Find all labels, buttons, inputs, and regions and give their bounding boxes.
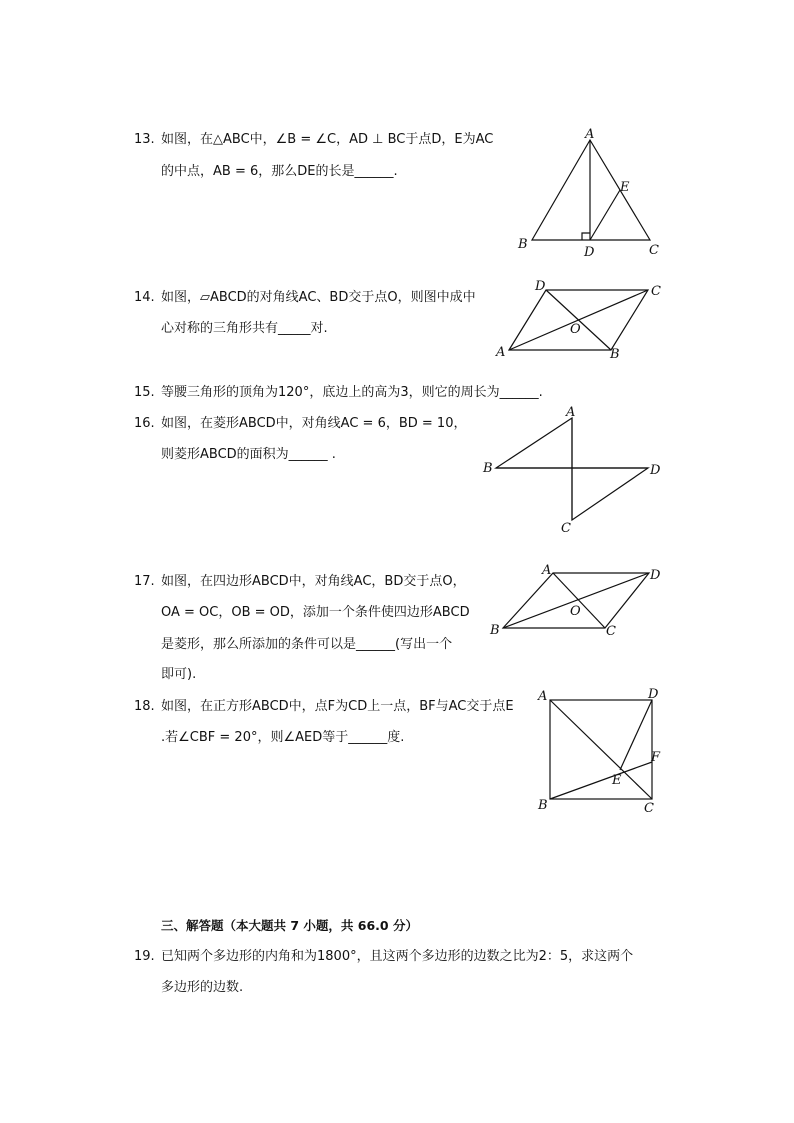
label-b: B [490,623,500,638]
question-text: 如图，在正方形ABCD中，点F为CD上一点，BF与AC交于点E [161,699,514,714]
label-a: A [538,689,548,704]
quadrilateral-figure [486,560,666,645]
segment-de [590,190,620,240]
question-text: .若∠CBF = 20°，则∠AED等于______度. [161,730,405,745]
label-d: D [584,245,595,260]
label-c: C [649,243,659,258]
label-b: B [483,461,493,476]
question-text: 的中点，AB = 6，那么DE的长是______. [161,164,398,179]
label-e: E [620,180,630,195]
label-d: D [650,568,661,583]
label-c: C [606,624,616,639]
segment-de [620,700,652,770]
segment-bf [550,762,652,799]
question-text: 即可). [161,667,197,682]
section-title: 三、解答题（本大题共 7 小题，共 66.0 分） [161,918,418,933]
question-number: 13. [134,132,155,147]
question-text: 如图，在菱形ABCD中，对角线AC = 6，BD = 10， [161,416,467,431]
label-c: C [651,284,661,299]
question-number: 17. [134,574,155,589]
label-b: B [518,237,528,252]
label-a: A [585,127,595,142]
label-c: C [561,521,571,536]
label-a: A [496,345,506,360]
question-text: 如图，▱ABCD的对角线AC、BD交于点O，则图中成中 [161,290,476,305]
label-d: D [535,279,546,294]
diagonal-ac [553,573,605,628]
question-text: 已知两个多边形的内角和为1800°，且这两个多边形的边数之比为2：5，求这两个 [161,949,634,964]
question-text: 等腰三角形的顶角为120°，底边上的高为3，则它的周长为______. [161,385,543,400]
label-a: A [542,563,552,578]
question-text: 是菱形，那么所添加的条件可以是______(写出一个 [161,637,453,652]
question-text: 如图，在△ABC中，∠B = ∠C，AD ⊥ BC于点D，E为AC [161,132,494,147]
question-number: 16. [134,416,155,431]
label-d: D [648,687,659,702]
label-o: O [570,604,581,619]
question-number: 19. [134,949,155,964]
triangle-abc [532,140,650,240]
label-b: B [538,798,548,813]
right-angle-mark [582,233,590,240]
label-d: D [650,463,661,478]
label-c: C [644,801,654,816]
square-figure [530,682,670,817]
rhombus-figure [480,404,670,539]
label-o: O [570,322,581,337]
question-text: 如图，在四边形ABCD中，对角线AC，BD交于点O， [161,574,466,589]
parallelogram-figure [490,276,670,366]
label-b: B [610,347,620,362]
label-f: F [651,750,661,765]
question-text: 多边形的边数. [161,980,244,995]
label-a: A [566,405,576,420]
diagonal-bd [546,290,611,350]
question-number: 15. [134,385,155,400]
question-number: 18. [134,699,155,714]
question-number: 14. [134,290,155,305]
label-e: E [612,773,622,788]
question-text: OA = OC，OB = OD，添加一个条件使四边形ABCD [161,605,470,620]
question-text: 则菱形ABCD的面积为______ . [161,447,336,462]
diagonal-ac [550,700,652,799]
triangle-figure [510,122,670,262]
question-text: 心对称的三角形共有_____对. [161,321,328,336]
